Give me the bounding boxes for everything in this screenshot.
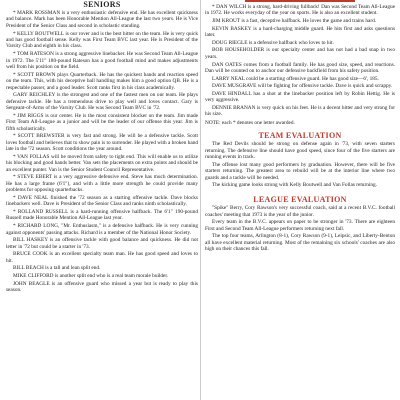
left-column	[6, 0, 198, 295]
player-entry: DAN OATES comes from a football family. He has good size, speed, and reactions. Dan will be counted on to anchor our defensive backfield from his safety position.	[205, 61, 395, 75]
heading-clipped	[205, 0, 395, 4]
player-entry: * ROLLAND RUSSELL is a hard-running offensive halfback. The 6'1" 190-pound Russell made Honorable Mention All-League last year.	[6, 209, 198, 222]
player-entry: * MARK ROSSMAN is a very enthusiastic defensive end. He has excellent quickness and balance. Mark has been Honorable Mention All-League the last two years. He is Vice President of the Senior Class and second in scholastic standing.	[6, 10, 198, 29]
team-paragraph: The offense lost many good performers by graduation. However, there will be five starters returning. The greatest area to rebuild will be at the interior line where two guards and a tackle will be needed.	[205, 161, 395, 181]
league-evaluation-heading: LEAGUE EVALUATION	[253, 195, 347, 205]
player-entry: JOHN BEAGLE is an offensive guard who missed a year but is ready to play this season.	[6, 280, 198, 294]
player-entry: JIM KROUT is a fast, deceptive halfback. He loves the game and trains hard.	[212, 18, 377, 25]
player-entry: * SCOTT BROWN plays Quarterback. He has the quickest hands and reaction speed on the team. This, with his deceptive ball handling makes him a good option QB. He is a respectable passer, and a good leader. Scott ranks first in his class academically.	[6, 71, 198, 91]
player-entry: DAVE HINDALL has a shot at the linebacker position left by Robin Hettig. He is very aggressive.	[205, 90, 395, 104]
player-entry: BRUCE COOK is an excellent specialty team man. He has good speed and loves to hit.	[6, 251, 198, 264]
player-entry: * STEVE EBERT is a very aggressive defensive end. Steve has much determination. He has a large frame (6'1"), and with a little more strength he could provide many problems for opposing quarterbacks.	[6, 174, 198, 194]
player-entry: KEVIN BASKEY is a hard-charging middle guard. He hits first and asks questions later.	[205, 25, 395, 39]
seniors-heading: SENIORS	[83, 0, 121, 9]
player-entry: * DAN WILCH is a strong, hard-driving fullback! Dan was Second Team All-League in 1972. He works everyday of the year on sports. He is also an excellent student.	[205, 4, 395, 17]
player-entry: BOB HOUSEHOLDER is our specialty center and has not had a bad snap in two years.	[205, 47, 395, 60]
team-paragraph: The kicking game looks strong with Kelly Boutwell and Van Follas returning.	[212, 182, 377, 189]
column-divider	[200, 0, 201, 400]
team-paragraph: The Red Devils should be strong on defense again in '73, with seven starters returning. The defensive line should have good speed, since four of the five starters are running events in track.	[205, 141, 395, 161]
player-entry: DAVE MUSGRAVE will be fighting for offensive tackle. Dave is quick and scrappy.	[212, 83, 393, 90]
player-entry: LARRY NEAL could be a starting offensive guard. He has good size—6', 185.	[212, 75, 379, 82]
letter-note: NOTE: each * denotes one letter awarded.	[205, 119, 295, 126]
right-column	[205, 0, 395, 254]
player-entry: * SCOTT BREWSTER is very fast and strong. He will be a defensive tackle. Scott loves football and believes that to show pain is to surrender. He played with a broken hand late in the '72 season. Scott conditions the year around.	[6, 133, 198, 153]
player-entry: * JIM RIGGS is our center. He is the most consistent blocker on the team. Jim made First Team All-League as a junior and will be the leader of our offense this year. Jim is fifth scholastically.	[6, 112, 198, 132]
player-entry: DOUG RIEGLE is a defensive halfback who loves to hit.	[212, 39, 334, 46]
seniors-list	[6, 10, 198, 294]
player-entry: MIKE CLIFFORD is another split end who is a real team morale builder.	[13, 273, 169, 280]
player-entry: BILL HASKEY is an offensive tackle with good balance and quickness. He did not letter in '72 but could be a starter in '73.	[6, 237, 198, 250]
player-entry: GARY REICHLEY is the strongest and one of the fastest men on our team. He plays defensive tackle. He has a tremendous drive to play well and loves contact. Gary is Sergeant-of-Arms of the Varsity Club. He was Second Team BVC in '72.	[6, 92, 198, 112]
underclassmen-list	[205, 4, 395, 118]
player-entry: * RICHARD LONG, "Mr. Enthusiasm," is a defensive halfback. He is very cunning against opponents' passing attacks. Richard is a member of the National Honor Society.	[6, 223, 198, 236]
player-entry: * VAN FOLLAS will be moved from safety to tight end. This will enable us to utilize his blocking and good hands better. Van sets the placements on extra points and should be an excellent punter. Van is the Senior Student Council Representative.	[6, 153, 198, 173]
league-evaluation-body	[205, 205, 395, 253]
player-entry: BILL BEACH is a tall and lean split end.	[13, 265, 101, 272]
league-paragraph: The top four teams, Arlington (8-1), Cory Rawson (9-1), Leipsic, and Liberty-Benton all have excellent material returning. Most of the remaining six schools' coaches are also high on their chances this fall.	[205, 233, 395, 253]
team-evaluation-body	[205, 141, 395, 189]
player-entry: * KELLY BOUTWELL is our rover and is the best hitter on the team. He is very quick and has good football sense. Kelly was First Team BVC last year. He is President of the Varsity Club and eighth in his class.	[6, 30, 198, 50]
league-paragraph: Every team in the B.V.C. appears on paper to be stronger in '73. There are eighteen First and Second Team All-League performers returning next fall.	[205, 219, 395, 232]
player-entry: DENNIE BRANAN is very quick on his feet. He is a decent hitter and very strong for his size.	[205, 105, 395, 118]
player-entry: * TOM RATESON is a strong aggressive linebacker. He was Second Team All-League in 1972. The 5'11" 180-pound Rateson has a good football mind and makes adjustments well from his position on the field.	[6, 51, 198, 70]
player-entry: * DAVE NEAL finished the '72 season as a starting offensive tackle. Dave blocks linebackers well. Dave is President of the Senior Class and ranks ninth scholastically.	[6, 194, 198, 208]
team-evaluation-heading: TEAM EVALUATION	[258, 131, 342, 141]
league-paragraph: "Spike" Berry, Cory Rawson's very successful coach, said at a recent B.V.C. football coaches' meeting that 1973 is the year of the junior.	[205, 205, 395, 218]
